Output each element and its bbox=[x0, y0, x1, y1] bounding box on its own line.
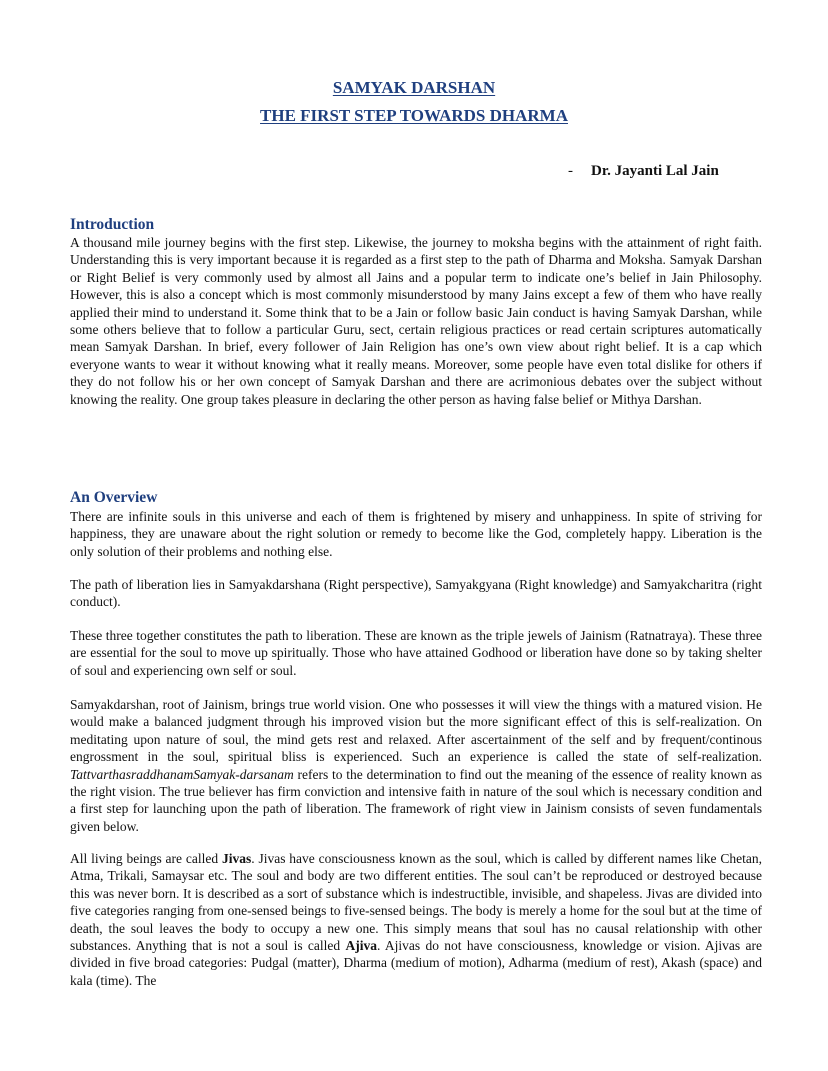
term-jivas: Jivas bbox=[221, 851, 252, 866]
author-name: Dr. Jayanti Lal Jain bbox=[591, 163, 719, 179]
overview-paragraph-5 bbox=[70, 850, 762, 989]
sanskrit-term: TattvarthasraddhanamSamyak-darsanam bbox=[70, 766, 294, 782]
paragraph-text: Samyakdarshan, root of Jainism, brings true world vision. One who possesses it will view the things with a matured vision. He would make a balanced judgment through his improved vision but the more significant effect of this is self-realization. On meditating upon nature of soul, the mind gets rest and relaxed. After ascertainment of the self and by frequent/continous engrossment in the soul, spiritual bliss is experienced. Such an experience is called the state of self-realization. bbox=[70, 697, 762, 765]
overview-paragraph-4 bbox=[70, 696, 762, 835]
author-line bbox=[568, 163, 719, 180]
document-subtitle: THE FIRST STEP TOWARDS DHARMA bbox=[260, 106, 568, 125]
introduction-paragraph: A thousand mile journey begins with the first step. Likewise, the journey to moksha begins with the attainment of right faith. Understanding this is very important because it is regarded as a first step to the path of Dharma and Moksha. Samyak Darshan or Right Belief is very commonly used by almost all Jains and a popular term to indicate one’s belief in Jain Philosophy. However, this is also a concept which is most commonly misunderstood by many Jains except a few of them who have really applied their mind to understand it. Some think that to be a Jain or follow basic Jain conduct is having Samyak Darshan, while some others believe that to follow a particular Guru, sect, certain religious practices or read certain scriptures automatically mean Samyak Darshan. In brief, every follower of Jain Religion has one’s own view about right belief. It is a cap which everyone wants to wear it without knowing what it really means. Moreover, some people have even total dislike for others if they do not follow his or her own concept of Samyak Darshan and there are acrimonious debates over the subject without knowing the reality. One group takes pleasure in declaring the other person as having false belief or Mithya Darshan. bbox=[70, 235, 762, 407]
overview-paragraph-1: There are infinite souls in this universe and each of them is frightened by misery and unhappiness. In spite of striving for happiness, they are unaware about the right solution or remedy to become like the God, completely happy. Liberation is the only solution of their problems and nothing else. bbox=[70, 509, 762, 559]
paragraph-text: . Ajivas do not have consciousness, knowledge or vision. Ajivas are divided in five broad categories: Pudgal (matter), Dharma (medium of motion), Adharma (medium of rest), Akash (space) and kala (time). The bbox=[70, 938, 762, 988]
overview-paragraph-2: The path of liberation lies in Samyakdarshana (Right perspective), Samyakgyana (Right knowledge) and Samyakcharitra (right conduct). bbox=[70, 577, 762, 610]
paragraph-text: refers to the determination to find out the meaning of the essence of reality known as the right vision. The true believer has firm conviction and intensive faith in nature of the soul which is necessary condition and a first step for launching upon the path of liberation. The framework of right view in Jainism consists of seven fundamentals given below. bbox=[70, 766, 762, 834]
overview-paragraph-3: These three together constitutes the path to liberation. These are known as the triple jewels of Jainism (Ratnatraya). These three are essential for the soul to move up spiritually. Those who have attained Godhood or liberation have done so by taking shelter of soul and experiencing own self or soul. bbox=[70, 628, 762, 678]
overview-heading: An Overview bbox=[70, 489, 158, 506]
document-title: SAMYAK DARSHAN bbox=[332, 78, 496, 97]
term-ajiva: Ajiva bbox=[345, 938, 377, 954]
paragraph-text: . Jivas have consciousness known as the soul, which is called by different names like Chetan, Atma, Trikali, Samaysar etc. The soul and body are two different entities. The soul can’t be reproduced or destroyed because this was never born. It is described as a sort of substance which is indestructible, invisible, and shapeless. Jivas are divided into five categories ranging from one-sensed beings to five-sensed beings. The body is merely a home for the soul but at the time of death, the soul leaves the body to occupy a new one. This simply means that soul has no causal relationship with other substances. Anything that is not a soul is called bbox=[70, 851, 762, 954]
author-dash: - bbox=[568, 163, 573, 179]
introduction-heading: Introduction bbox=[70, 216, 155, 233]
paragraph-text: All living beings are called bbox=[70, 851, 222, 866]
